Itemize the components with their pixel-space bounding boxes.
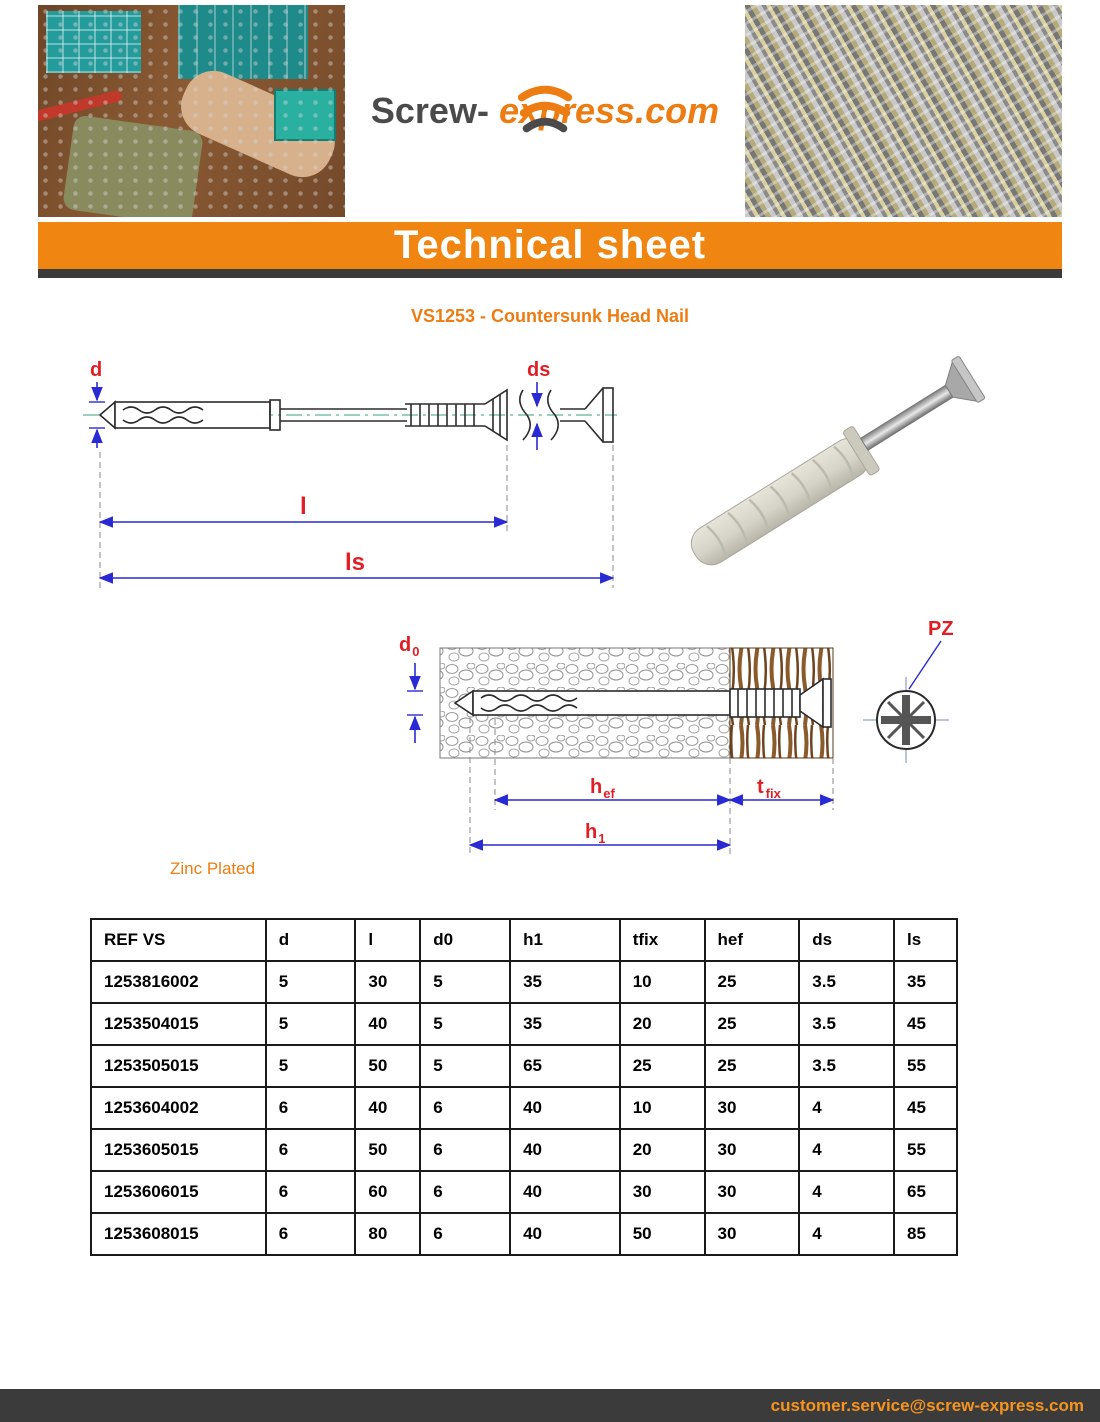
table-row bbox=[91, 1087, 957, 1129]
table-row bbox=[91, 1003, 957, 1045]
photo-decor-box bbox=[274, 89, 336, 141]
value-cell: 30 bbox=[705, 1213, 800, 1255]
dimension-ls bbox=[100, 445, 613, 588]
footer-email: customer.service@screw-express.com bbox=[770, 1396, 1084, 1415]
value-cell: 60 bbox=[355, 1171, 420, 1213]
value-cell: 6 bbox=[266, 1171, 356, 1213]
svg-text:tfix: t $_{fix}$ bbox=[757, 776, 781, 801]
table-row bbox=[91, 1045, 957, 1087]
value-cell: 65 bbox=[894, 1171, 957, 1213]
value-cell: 6 bbox=[420, 1213, 510, 1255]
table-row bbox=[91, 1213, 957, 1255]
anchor-photo-group bbox=[680, 356, 988, 577]
value-cell: 35 bbox=[510, 961, 620, 1003]
value-cell: 25 bbox=[620, 1045, 705, 1087]
spec-table-wrap bbox=[90, 918, 958, 1256]
value-cell: 55 bbox=[894, 1045, 957, 1087]
value-cell: 6 bbox=[266, 1213, 356, 1255]
value-cell: 85 bbox=[894, 1213, 957, 1255]
value-cell: 30 bbox=[620, 1171, 705, 1213]
value-cell: 40 bbox=[355, 1087, 420, 1129]
value-cell: 50 bbox=[355, 1045, 420, 1087]
table-row bbox=[91, 1171, 957, 1213]
table-row bbox=[91, 961, 957, 1003]
photo-decor-arm bbox=[171, 61, 344, 186]
brand-name-suffix: express.com bbox=[498, 90, 720, 131]
svg-text:l: l bbox=[300, 493, 307, 520]
value-cell: 80 bbox=[355, 1213, 420, 1255]
value-cell: 40 bbox=[510, 1129, 620, 1171]
value-cell: 6 bbox=[420, 1087, 510, 1129]
svg-text:ds: ds bbox=[527, 360, 551, 381]
svg-text:d: d bbox=[90, 360, 103, 381]
value-cell: 25 bbox=[705, 1045, 800, 1087]
svg-text:hef: $h_{ef}$ bbox=[590, 776, 615, 801]
ref-cell: 1253504015 bbox=[91, 1003, 266, 1045]
banner-divider bbox=[38, 269, 1062, 278]
column-header: l bbox=[355, 919, 420, 961]
value-cell: 50 bbox=[620, 1213, 705, 1255]
header bbox=[38, 5, 1062, 217]
column-header: ds bbox=[799, 919, 894, 961]
dimension-d bbox=[89, 360, 105, 448]
value-cell: 6 bbox=[420, 1129, 510, 1171]
footer-bar bbox=[0, 1389, 1100, 1422]
value-cell: 40 bbox=[510, 1213, 620, 1255]
brand-logo bbox=[345, 5, 745, 217]
value-cell: 5 bbox=[266, 1003, 356, 1045]
column-header: d bbox=[266, 919, 356, 961]
product-photo bbox=[610, 335, 1040, 605]
column-header: ls bbox=[894, 919, 957, 961]
value-cell: 6 bbox=[266, 1087, 356, 1129]
dimension-d0 bbox=[399, 634, 423, 743]
value-cell: 5 bbox=[266, 1045, 356, 1087]
dimension-tfix bbox=[730, 758, 833, 810]
value-cell: 30 bbox=[355, 961, 420, 1003]
workbench-photo bbox=[38, 5, 345, 217]
value-cell: 25 bbox=[705, 961, 800, 1003]
value-cell: 50 bbox=[355, 1129, 420, 1171]
value-cell: 20 bbox=[620, 1129, 705, 1171]
value-cell: 3.5 bbox=[799, 961, 894, 1003]
value-cell: 55 bbox=[894, 1129, 957, 1171]
dimension-l bbox=[100, 445, 507, 588]
value-cell: 20 bbox=[620, 1003, 705, 1045]
nail-side-view-drawing bbox=[55, 360, 620, 620]
value-cell: 3.5 bbox=[799, 1045, 894, 1087]
value-cell: 3.5 bbox=[799, 1003, 894, 1045]
pz-drive-detail bbox=[863, 618, 954, 763]
value-cell: 5 bbox=[420, 1045, 510, 1087]
ref-cell: 1253604002 bbox=[91, 1087, 266, 1129]
column-header: h1 bbox=[510, 919, 620, 961]
value-cell: 4 bbox=[799, 1087, 894, 1129]
value-cell: 4 bbox=[799, 1171, 894, 1213]
value-cell: 4 bbox=[799, 1213, 894, 1255]
ref-cell: 1253816002 bbox=[91, 961, 266, 1003]
svg-text:d0: $d_0$ bbox=[399, 634, 420, 659]
svg-text:h1: $h_1$ bbox=[585, 821, 606, 846]
photo-decor-tray bbox=[46, 11, 141, 73]
value-cell: 10 bbox=[620, 961, 705, 1003]
value-cell: 4 bbox=[799, 1129, 894, 1171]
spec-table bbox=[90, 918, 958, 1256]
photo-decor-screwdriver bbox=[38, 90, 123, 124]
finish-label: Zinc Plated bbox=[170, 859, 256, 878]
ref-cell: 1253608015 bbox=[91, 1213, 266, 1255]
technical-drawings bbox=[0, 335, 1100, 885]
value-cell: 5 bbox=[420, 961, 510, 1003]
value-cell: 45 bbox=[894, 1087, 957, 1129]
product-title: VS1253 - Countersunk Head Nail bbox=[410, 306, 690, 326]
value-cell: 10 bbox=[620, 1087, 705, 1129]
brand-name-prefix: Screw- bbox=[370, 90, 489, 131]
column-header: hef bbox=[705, 919, 800, 961]
value-cell: 65 bbox=[510, 1045, 620, 1087]
value-cell: 45 bbox=[894, 1003, 957, 1045]
svg-text:PZ: PZ bbox=[928, 618, 954, 640]
column-header: d0 bbox=[420, 919, 510, 961]
ref-cell: 1253606015 bbox=[91, 1171, 266, 1213]
value-cell: 6 bbox=[266, 1129, 356, 1171]
installed-view-drawing bbox=[385, 615, 995, 870]
column-header: REF VS bbox=[91, 919, 266, 961]
column-header: tfix bbox=[620, 919, 705, 961]
screws-photo bbox=[745, 5, 1062, 217]
svg-text:ls: ls bbox=[345, 549, 366, 576]
screw-swoosh-icon bbox=[514, 83, 576, 139]
value-cell: 25 bbox=[705, 1003, 800, 1045]
table-row bbox=[91, 1129, 957, 1171]
value-cell: 5 bbox=[420, 1003, 510, 1045]
value-cell: 5 bbox=[266, 961, 356, 1003]
value-cell: 6 bbox=[420, 1171, 510, 1213]
banner-title: Technical sheet bbox=[38, 222, 1062, 269]
value-cell: 40 bbox=[510, 1171, 620, 1213]
value-cell: 35 bbox=[510, 1003, 620, 1045]
value-cell: 30 bbox=[705, 1087, 800, 1129]
header-row bbox=[91, 919, 957, 961]
dimension-ds bbox=[527, 360, 550, 450]
value-cell: 30 bbox=[705, 1171, 800, 1213]
photo-decor-sleeve bbox=[62, 114, 204, 217]
value-cell: 35 bbox=[894, 961, 957, 1003]
photo-decor-tray bbox=[178, 5, 308, 79]
ref-cell: 1253605015 bbox=[91, 1129, 266, 1171]
value-cell: 40 bbox=[355, 1003, 420, 1045]
value-cell: 30 bbox=[705, 1129, 800, 1171]
value-cell: 40 bbox=[510, 1087, 620, 1129]
ref-cell: 1253505015 bbox=[91, 1045, 266, 1087]
